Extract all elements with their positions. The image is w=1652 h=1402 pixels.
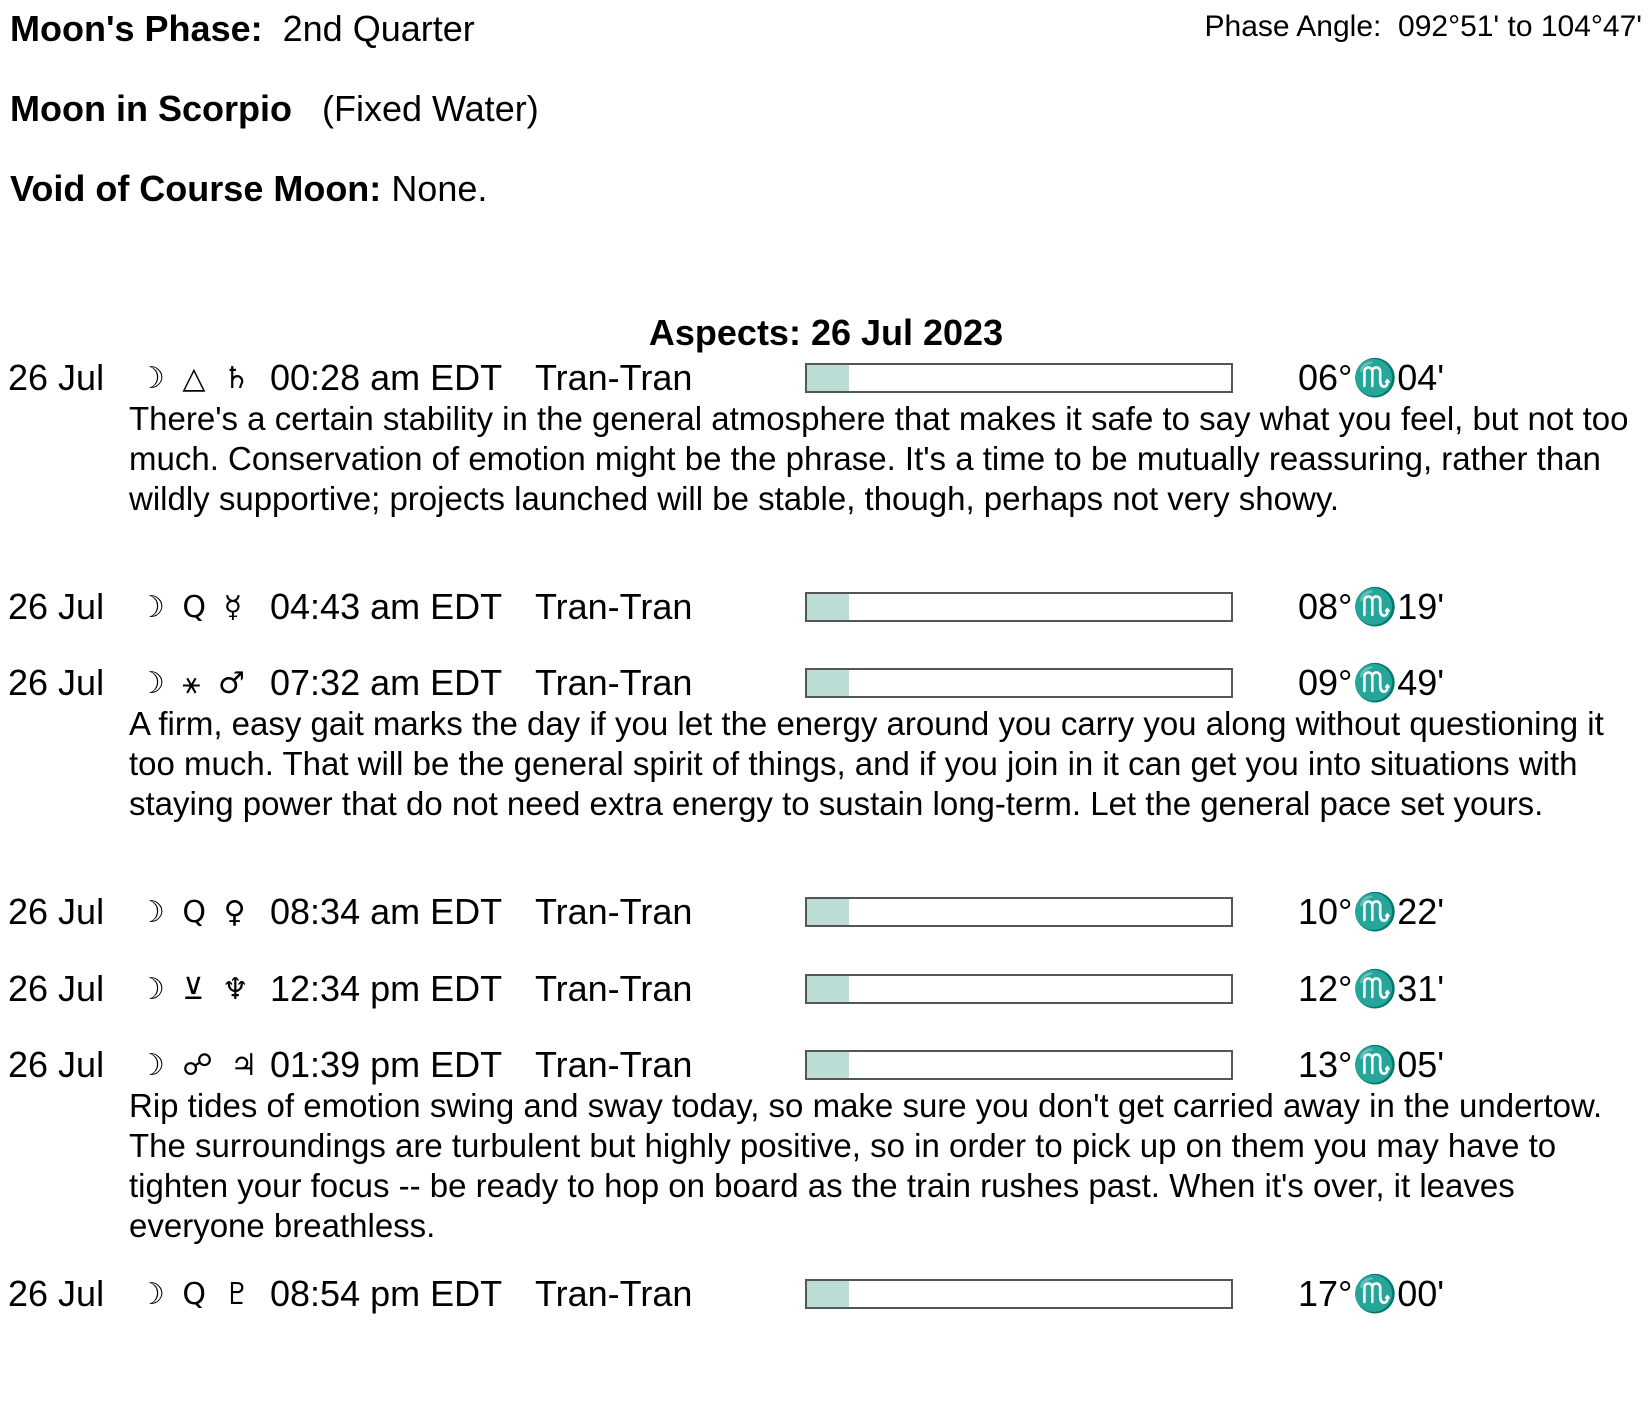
aspect-strength-bar <box>805 1279 1233 1309</box>
aspect-date: 26 Jul <box>8 891 105 932</box>
aspect-time: 08:34 am EDT <box>270 891 503 932</box>
aspect-time: 08:54 pm EDT <box>270 1273 503 1314</box>
aspect-symbols: ☽ ⚹ ♂ <box>138 666 249 701</box>
void-of-course-row <box>10 168 487 210</box>
aspect-position: 13°♏05' <box>1298 1044 1445 1085</box>
aspect-strength-bar <box>805 592 1233 622</box>
aspect-date: 26 Jul <box>8 968 105 1009</box>
aspect-position: 10°♏22' <box>1298 891 1445 932</box>
aspect-row <box>0 966 1652 1010</box>
aspect-row <box>0 889 1652 933</box>
phase-angle-label: Phase Angle: <box>1204 10 1382 43</box>
moon-phase-row <box>10 8 475 50</box>
aspect-symbols: ☽ ⊻ ♆ <box>138 972 253 1007</box>
aspect-symbols: ☽ Q ♀ <box>138 895 250 930</box>
aspect-strength-fill <box>807 365 849 391</box>
aspect-symbols: ☽ ☍ ♃ <box>138 1048 262 1083</box>
aspect-strength-bar <box>805 363 1233 393</box>
aspect-entry <box>0 1042 1652 1246</box>
aspect-time: 07:32 am EDT <box>270 662 503 703</box>
aspect-symbols: ☽ △ ♄ <box>138 361 254 396</box>
aspect-entry <box>0 584 1652 628</box>
aspect-strength-bar <box>805 1050 1233 1080</box>
aspect-row <box>0 1271 1652 1315</box>
aspect-strength-bar <box>805 668 1233 698</box>
aspect-time: 00:28 am EDT <box>270 357 503 398</box>
moon-phase-value: 2nd Quarter <box>282 8 475 49</box>
aspect-time: 01:39 pm EDT <box>270 1044 503 1085</box>
aspect-strength-fill <box>807 899 849 925</box>
phase-angle-value: 092°51' to 104°47' <box>1398 10 1642 43</box>
aspect-date: 26 Jul <box>8 357 105 398</box>
void-of-course-label: Void of Course Moon: <box>10 168 382 209</box>
void-of-course-value: None. <box>391 168 488 209</box>
aspect-date: 26 Jul <box>8 586 105 627</box>
aspect-description: There's a certain stability in the general atmosphere that makes it safe to say what you feel, but not too much. Conservation of emotion might be the phrase. It's a time to be mutually reassuring, rather than wildly supportive; projects launched will be stable, though, perhaps not very showy. <box>129 400 1629 517</box>
aspect-type: Tran-Tran <box>535 586 693 627</box>
aspect-date: 26 Jul <box>8 662 105 703</box>
aspect-strength-fill <box>807 976 849 1002</box>
aspect-entry <box>0 889 1652 933</box>
aspect-type: Tran-Tran <box>535 891 693 932</box>
aspect-position: 08°♏19' <box>1298 586 1445 627</box>
aspect-date: 26 Jul <box>8 1273 105 1314</box>
aspect-time: 04:43 am EDT <box>270 586 503 627</box>
aspect-row <box>0 1042 1652 1086</box>
aspect-position: 06°♏04' <box>1298 357 1445 398</box>
aspects-title: Aspects: 26 Jul 2023 <box>648 312 1004 353</box>
phase-angle <box>1205 10 1642 44</box>
aspect-type: Tran-Tran <box>535 357 693 398</box>
aspect-description: A firm, easy gait marks the day if you let the energy around you carry you along without questioning it too much. That will be the general spirit of things, and if you join in it can get you into situations with staying power that do not need extra energy to sustain long-term. Let the general pace set yours. <box>129 705 1604 822</box>
aspect-strength-bar <box>805 974 1233 1004</box>
aspect-position: 12°♏31' <box>1298 968 1445 1009</box>
aspect-strength-fill <box>807 594 849 620</box>
aspect-strength-fill <box>807 1052 849 1078</box>
moon-sign-row <box>10 88 539 130</box>
aspect-strength-fill <box>807 1281 849 1307</box>
aspect-row <box>0 584 1652 628</box>
aspect-type: Tran-Tran <box>535 968 693 1009</box>
aspect-symbols: ☽ Q ♇ <box>138 1277 255 1312</box>
aspect-row <box>0 355 1652 399</box>
aspect-time: 12:34 pm EDT <box>270 968 503 1009</box>
aspect-row <box>0 660 1652 704</box>
aspect-entry <box>0 1271 1652 1315</box>
aspect-date: 26 Jul <box>8 1044 105 1085</box>
moon-sign-detail: (Fixed Water) <box>322 88 539 129</box>
aspect-position: 09°♏49' <box>1298 662 1445 703</box>
aspect-position: 17°♏00' <box>1298 1273 1445 1314</box>
aspect-type: Tran-Tran <box>535 662 693 703</box>
aspect-entry <box>0 355 1652 519</box>
moon-phase-label: Moon's Phase: <box>10 8 263 49</box>
aspect-entry <box>0 966 1652 1010</box>
moon-sign-label: Moon in Scorpio <box>10 88 292 129</box>
aspect-strength-fill <box>807 670 849 696</box>
aspect-strength-bar <box>805 897 1233 927</box>
aspect-description: Rip tides of emotion swing and sway today, so make sure you don't get carried away in the undertow. The surroundings are turbulent but highly positive, so in order to pick up on them you may have to tighten your focus -- be ready to hop on board as the train rushes past. When it's over, it leaves everyone breathless. <box>129 1087 1603 1244</box>
aspect-type: Tran-Tran <box>535 1273 693 1314</box>
aspect-symbols: ☽ Q ☿ <box>138 590 246 625</box>
aspect-entry <box>0 660 1652 824</box>
aspect-type: Tran-Tran <box>535 1044 693 1085</box>
